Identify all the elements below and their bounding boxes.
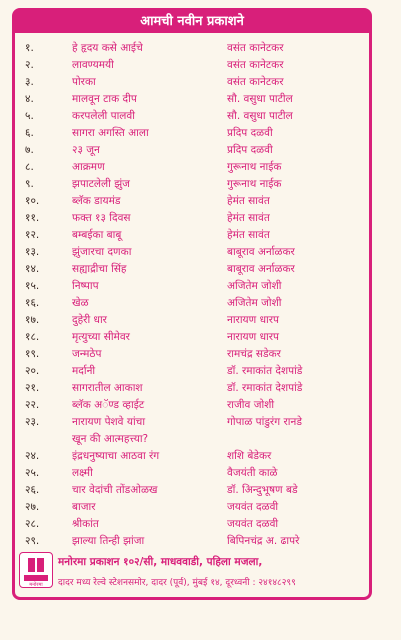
publisher-logo-icon <box>19 552 53 588</box>
book-author: बिपिनचंद्र अ. ढापरे <box>227 535 300 547</box>
book-number: २८. <box>25 518 40 530</box>
book-number: १६. <box>25 297 40 309</box>
book-title: लावण्यमयी <box>72 59 114 71</box>
publisher-name: मनोरमा प्रकाशन <box>58 556 120 568</box>
book-row <box>15 108 365 125</box>
book-author: गोपाळ पांडुरंग रानडे <box>227 416 302 428</box>
book-row <box>15 91 365 108</box>
book-row <box>15 448 365 465</box>
book-author: डॉ. अिन्दुभूषण बडे <box>227 484 298 496</box>
book-author: वसंत कानेटकर <box>227 59 284 71</box>
book-title: दुहेरी धार <box>72 314 107 326</box>
book-title: झाल्या तिन्ही झांजा <box>72 535 145 547</box>
book-number: ११. <box>25 212 40 224</box>
book-row <box>15 346 365 363</box>
book-author: जयवंत दळवी <box>227 501 279 513</box>
book-row <box>15 125 365 142</box>
book-author: प्रदिप दळवी <box>227 127 273 139</box>
book-row <box>15 295 365 312</box>
book-title: सागरातील आकाश <box>72 382 143 394</box>
book-number: १९. <box>25 348 40 360</box>
book-author: नारायण धारप <box>227 314 280 326</box>
book-title: श्रीकांत <box>72 518 99 530</box>
book-row <box>15 261 365 278</box>
book-title: चार वेदांची तोंडओळख <box>72 484 158 496</box>
book-title: इंद्रधनुष्याचा आठवा रंग <box>72 450 160 462</box>
book-number: १०. <box>25 195 40 207</box>
book-row <box>15 533 365 550</box>
book-number: १२. <box>25 229 40 241</box>
logo-text: मनोरमा <box>29 582 43 588</box>
book-row <box>15 57 365 74</box>
book-author: सौ. वसुधा पाटील <box>227 93 293 105</box>
book-row <box>15 244 365 261</box>
book-title: बाजार <box>72 501 96 513</box>
book-author: वैजयंती काळे <box>227 467 278 479</box>
book-author: सौ. वसुधा पाटील <box>227 110 293 122</box>
book-author: हेमंत सावंत <box>227 212 270 224</box>
book-title: सह्याद्रीचा सिंह <box>72 263 127 275</box>
book-number: २५. <box>25 467 40 479</box>
book-number: २७. <box>25 501 40 513</box>
book-title: हे हृदय कसे आईचे <box>72 42 143 54</box>
book-row <box>15 397 365 414</box>
book-title: मृत्युच्या सीमेवर <box>72 331 130 343</box>
book-author: अजितेम जोशी <box>227 297 282 309</box>
book-number: ८. <box>25 161 34 173</box>
book-number: १७. <box>25 314 40 326</box>
book-author: डॉ. रमाकांत देशपांडे <box>227 382 303 394</box>
page-title: आमची नवीन प्रकाशने <box>15 11 369 33</box>
book-row <box>15 159 365 176</box>
book-number: १३. <box>25 246 40 258</box>
book-number: ६. <box>25 127 34 139</box>
book-number: २३. <box>25 416 40 428</box>
book-row <box>15 74 365 91</box>
book-author: बाबूराव अर्नाळकर <box>227 246 295 258</box>
book-row <box>15 210 365 227</box>
book-author: गुरूनाथ नाईक <box>227 178 282 190</box>
book-title: बम्बईका बाबू <box>72 229 122 241</box>
book-row <box>15 380 365 397</box>
book-author: जयवंत दळवी <box>227 518 279 530</box>
book-author: नारायण धारप <box>227 331 280 343</box>
book-row <box>15 465 365 482</box>
book-author: प्रदिप दळवी <box>227 144 273 156</box>
book-title: मर्दानी <box>72 365 96 377</box>
book-title: खेळ <box>72 297 89 309</box>
book-list <box>15 40 365 550</box>
book-number: २. <box>25 59 34 71</box>
publisher-footer <box>15 549 369 595</box>
book-title: ब्लॅक अॅण्ड व्हाईट <box>72 399 145 411</box>
book-author: हेमंत सावंत <box>227 229 270 241</box>
logo-bar <box>24 575 48 581</box>
book-number: ४. <box>25 93 34 105</box>
book-row <box>15 499 365 516</box>
book-number: १५. <box>25 280 40 292</box>
book-title: जन्मठेप <box>72 348 102 360</box>
book-author: रामचंद्र सडेकर <box>227 348 281 360</box>
book-row <box>15 176 365 193</box>
book-title: २३ जून <box>72 144 100 156</box>
book-number: २९. <box>25 535 40 547</box>
book-number: ९. <box>25 178 34 190</box>
publisher-address-2: दादर मध्य रेल्वे स्टेशनसमोर, दादर (पूर्व), मुंबई १४, दूरध्वनी : २४१४८२९९ <box>58 578 296 588</box>
book-row <box>15 312 365 329</box>
book-row <box>15 482 365 499</box>
book-title: झपाटलेली झुंज <box>72 178 130 190</box>
publisher-name-and-address <box>58 555 262 569</box>
book-title: लक्ष्मी <box>72 467 93 479</box>
book-row <box>15 329 365 346</box>
book-author: वसंत कानेटकर <box>227 76 284 88</box>
book-number: १८. <box>25 331 40 343</box>
book-row <box>15 516 365 533</box>
book-number: १४. <box>25 263 40 275</box>
book-number: २१. <box>25 382 40 394</box>
book-author: अजितेम जोशी <box>227 280 282 292</box>
book-row <box>15 193 365 210</box>
book-number: २६. <box>25 484 40 496</box>
book-author: डॉ. रमाकांत देशपांडे <box>227 365 303 377</box>
book-title: सागरा अगस्ति आला <box>72 127 149 139</box>
book-author: गुरूनाथ नाईक <box>227 161 282 173</box>
book-number: २२. <box>25 399 40 411</box>
book-row <box>15 363 365 380</box>
book-row <box>15 431 365 448</box>
book-title: आक्रमण <box>72 161 105 173</box>
book-author: शशि बेडेकर <box>227 450 272 462</box>
book-author: राजीव जोशी <box>227 399 275 411</box>
book-row <box>15 227 365 244</box>
book-author: वसंत कानेटकर <box>227 42 284 54</box>
publisher-address-1: १०२/सी, माधववाडी, पहिला मजला, <box>123 556 263 568</box>
book-title: निष्पाप <box>72 280 99 292</box>
book-title: पोरका <box>72 76 96 88</box>
book-number: ७. <box>25 144 34 156</box>
book-title: ब्लॅक डायमंड <box>72 195 121 207</box>
book-title: नारायण पेशवे यांचा <box>72 416 146 428</box>
book-number: २४. <box>25 450 40 462</box>
book-title: मालवून टाक दीप <box>72 93 137 105</box>
book-title: खून की आत्महत्त्या? <box>72 433 149 445</box>
book-row <box>15 142 365 159</box>
book-row <box>15 278 365 295</box>
book-number: ५. <box>25 110 34 122</box>
book-title: फक्त १३ दिवस <box>72 212 131 224</box>
book-number: ३. <box>25 76 34 88</box>
book-author: हेमंत सावंत <box>227 195 270 207</box>
book-number: १. <box>25 42 34 54</box>
book-logo-shape <box>28 558 44 572</box>
book-title: करपलेली पालवी <box>72 110 135 122</box>
book-number: २०. <box>25 365 40 377</box>
book-author: बाबूराव अर्नाळकर <box>227 263 295 275</box>
book-title: झुंजारचा दणका <box>72 246 132 258</box>
book-row <box>15 414 365 431</box>
book-row <box>15 40 365 57</box>
